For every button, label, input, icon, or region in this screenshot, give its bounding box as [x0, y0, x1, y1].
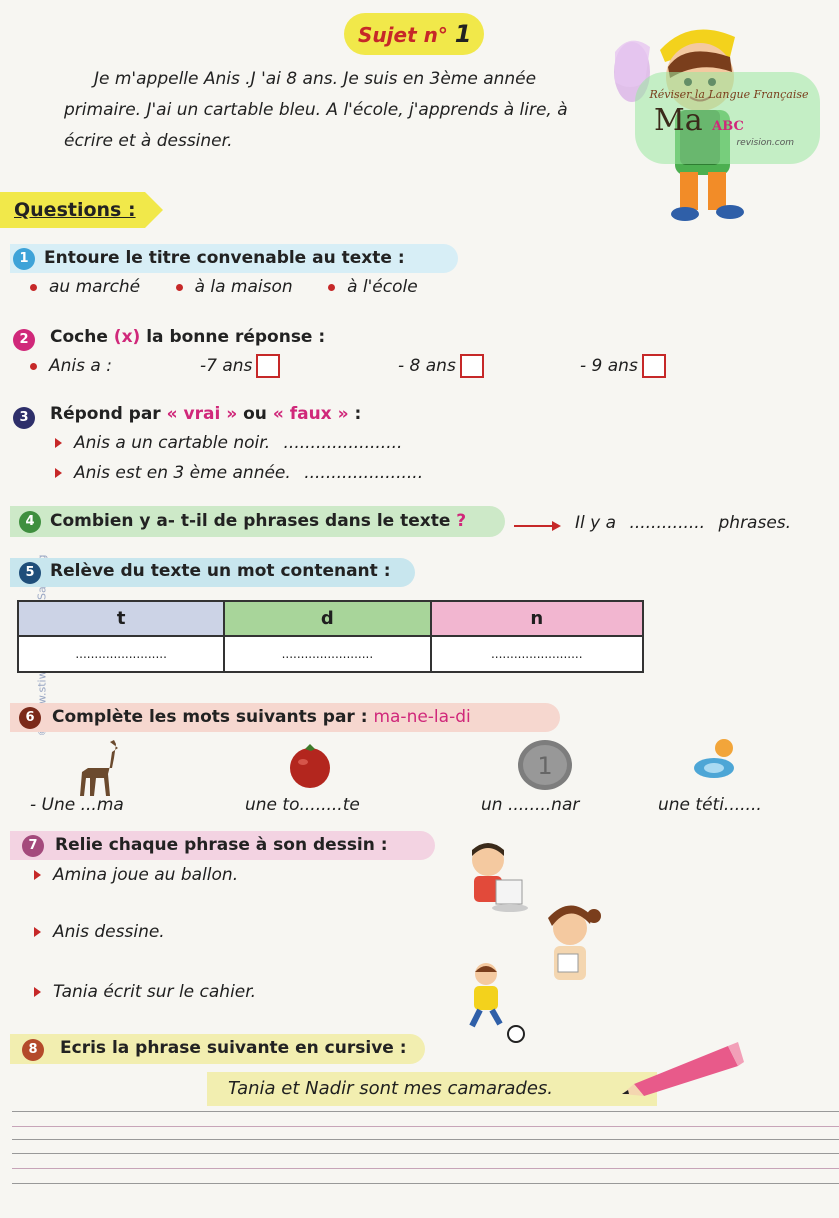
q7-item-3[interactable]: Tania écrit sur le cahier. — [34, 982, 256, 1002]
q7-text: Relie chaque phrase à son dessin : — [55, 835, 388, 855]
bullet-icon — [176, 284, 183, 291]
dinar-coin-image — [516, 738, 574, 792]
pencil-icon — [620, 1036, 745, 1098]
q2-option-1: -7 ans — [200, 354, 280, 378]
logo-big: Ma ABC — [654, 103, 744, 138]
q6-text: Complète les mots suivants par : ma-ne-la-di — [52, 707, 471, 727]
logo-abc: ABC — [712, 119, 744, 134]
q1-options: au marché à la maison à l'école — [30, 277, 418, 297]
q5-table — [17, 600, 644, 673]
writing-area[interactable] — [12, 1108, 839, 1188]
table-header-n: n — [431, 601, 644, 636]
bullet-icon — [328, 284, 335, 291]
intro-line-3: écrire et à dessiner. — [64, 131, 233, 151]
arrow-bullet-icon — [34, 927, 41, 937]
bullet-icon — [30, 284, 37, 291]
q2-option-2: - 8 ans — [398, 354, 484, 378]
table-header-d: d — [224, 601, 430, 636]
girl-writing-image[interactable] — [538, 902, 608, 987]
title-number: 1 — [454, 20, 472, 48]
llama-image — [68, 738, 128, 800]
q1-text: Entoure le titre convenable au texte : — [44, 248, 405, 268]
q6-badge: 6 — [19, 707, 41, 729]
q8-badge: 8 — [22, 1039, 44, 1061]
arrow-bullet-icon — [55, 438, 62, 448]
questions-label: Questions : — [14, 199, 136, 221]
title-text: Sujet n° — [358, 23, 448, 47]
q3-statement-1: Anis a un cartable noir. ...................... — [55, 433, 402, 453]
q5-text: Relève du texte un mot contenant : — [50, 561, 391, 581]
q3-answer-2[interactable]: ...................... — [304, 463, 424, 483]
logo-line1: Réviser la Langue Française — [649, 88, 809, 101]
intro-text — [64, 64, 568, 157]
arrow-bullet-icon — [34, 987, 41, 997]
q4-answer-blank[interactable]: .............. — [629, 513, 706, 533]
q6-word-4[interactable]: une téti....... — [658, 795, 762, 815]
q6-word-3[interactable]: un ........nar — [481, 795, 580, 815]
q3-text: Répond par « vrai » ou « faux » : — [50, 404, 362, 424]
child-playing-ball-image[interactable] — [458, 962, 528, 1046]
checkbox-7-ans[interactable] — [256, 354, 280, 378]
svg-text:1: 1 — [537, 752, 553, 780]
table-cell-n[interactable]: ........................ — [431, 636, 644, 672]
q7-item-1[interactable]: Amina joue au ballon. — [34, 865, 238, 885]
table-cell-t[interactable]: ........................ — [18, 636, 224, 672]
q3-badge: 3 — [13, 407, 35, 429]
boy-drawing-image[interactable] — [460, 840, 535, 915]
q3-answer-1[interactable]: ...................... — [283, 433, 403, 453]
intro-line-1: Je m'appelle Anis .J 'ai 8 ans. Je suis en 3ème année — [94, 69, 537, 89]
q2-prompt: Anis a : — [30, 356, 112, 376]
q5-badge: 5 — [19, 562, 41, 584]
table-cell-d[interactable]: ........................ — [224, 636, 430, 672]
q6-word-1[interactable]: - Une ...ma — [30, 795, 124, 815]
q2-text: Coche (x) la bonne réponse : — [50, 327, 326, 347]
page-title — [358, 20, 472, 48]
logo-sub: revision.com — [736, 138, 794, 148]
q4-answer: Il y a .............. phrases. — [575, 513, 792, 533]
table-header-t: t — [18, 601, 224, 636]
pacifier-image — [690, 736, 746, 784]
bullet-icon — [30, 363, 37, 370]
q1-badge: 1 — [13, 248, 35, 270]
q2-option-3: - 9 ans — [580, 354, 666, 378]
logo — [644, 88, 814, 148]
checkbox-9-ans[interactable] — [642, 354, 666, 378]
q3-statement-2: Anis est en 3 ème année. ...................... — [55, 463, 423, 483]
q8-sentence: Tania et Nadir sont mes camarades. — [228, 1078, 554, 1099]
tomato-image — [285, 740, 335, 790]
q4-badge: 4 — [19, 511, 41, 533]
arrow-bullet-icon — [34, 870, 41, 880]
q6-word-2[interactable]: une to........te — [245, 795, 360, 815]
arrow-right-icon — [514, 519, 562, 533]
q4-text: Combien y a- t-il de phrases dans le texte ? — [50, 511, 467, 531]
questions-pill-tip — [145, 192, 163, 228]
q2-badge: 2 — [13, 329, 35, 351]
arrow-bullet-icon — [55, 468, 62, 478]
q7-badge: 7 — [22, 835, 44, 857]
q7-item-2[interactable]: Anis dessine. — [34, 922, 165, 942]
intro-line-2: primaire. J'ai un cartable bleu. A l'école, j'apprends à lire, à — [64, 100, 568, 120]
q8-text: Ecris la phrase suivante en cursive : — [60, 1038, 407, 1058]
checkbox-8-ans[interactable] — [460, 354, 484, 378]
